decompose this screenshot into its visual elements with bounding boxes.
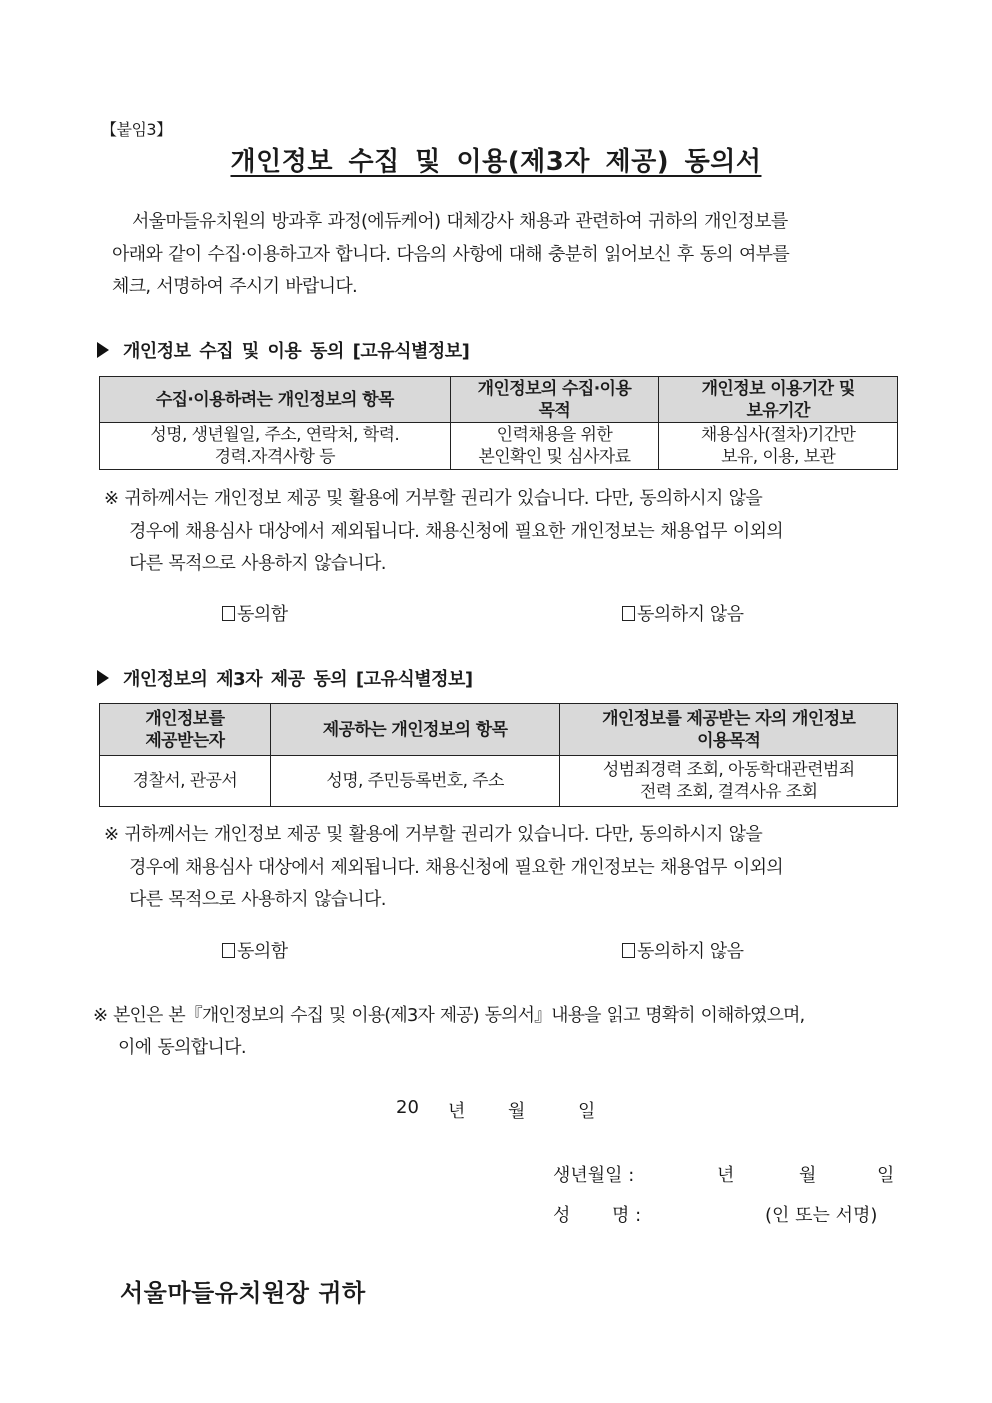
intro-line-1: 서울마들유치원의 방과후 과정(에듀케어) 대체강사 채용과 관련하여 귀하의 개인정보를: [132, 211, 788, 232]
checkbox-icon[interactable]: [622, 606, 635, 621]
cell-items: 성명, 생년월일, 주소, 연락처, 학력. 경력.자격사항 등: [100, 423, 451, 470]
date-year-prefix: 20: [396, 1097, 419, 1118]
section2-heading: [97, 665, 473, 691]
cell-purpose: 인력채용을 위한 본인확인 및 심사자료: [450, 423, 659, 470]
cell-recipient: 경찰서, 관공서: [100, 756, 271, 807]
section2-agree-label: 동의함: [237, 941, 288, 962]
section1-disagree-checkbox[interactable]: [622, 600, 744, 626]
attachment-label: 【붙임3】: [101, 120, 172, 139]
triangle-bullet-icon: [97, 670, 109, 686]
section2-disagree-checkbox[interactable]: [622, 937, 744, 963]
confirmation-line-2: 이에 동의합니다.: [118, 1037, 246, 1058]
section1-heading: [97, 337, 469, 363]
birthdate-label: 생년월일 :: [553, 1165, 635, 1186]
section2-notice-line-2: 경우에 채용심사 대상에서 제외됩니다. 채용신청에 필요한 개인정보는 채용업무 이외의: [129, 857, 783, 878]
section1-heading-text: 개인정보 수집 및 이용 동의 [고유식별정보]: [123, 341, 470, 362]
section2-heading-text: 개인정보의 제3자 제공 동의 [고유식별정보]: [123, 669, 473, 690]
table-row: [100, 423, 898, 470]
section1-agree-label: 동의함: [237, 604, 288, 625]
birthdate-year[interactable]: 년: [717, 1165, 735, 1186]
header-items: 수집·이용하려는 개인정보의 항목: [100, 377, 451, 423]
third-party-table: [99, 703, 898, 807]
date-year[interactable]: 년: [448, 1101, 466, 1122]
table-row: [100, 756, 898, 807]
section1-notice-line-3: 다른 목적으로 사용하지 않습니다.: [129, 553, 386, 574]
section1-disagree-label: 동의하지 않음: [637, 604, 744, 625]
section2-notice-line-3: 다른 목적으로 사용하지 않습니다.: [129, 889, 386, 910]
section1-agree-checkbox[interactable]: [222, 600, 288, 626]
table-header-row: [100, 377, 898, 423]
checkbox-icon[interactable]: [222, 943, 235, 958]
intro-line-2: 아래와 같이 수집·이용하고자 합니다. 다음의 사항에 대해 충분히 읽어보신 후 동의 여부를: [112, 244, 790, 265]
cell-retention: 채용심사(절차)기간만 보유, 이용, 보관: [659, 423, 898, 470]
birthdate-day[interactable]: 일: [877, 1165, 895, 1186]
section1-notice-line-1: ※ 귀하께서는 개인정보 제공 및 활용에 거부할 권리가 있습니다. 다만, 동의하시지 않을: [104, 488, 763, 509]
page-title: [0, 141, 992, 178]
cell-provided-items: 성명, 주민등록번호, 주소: [270, 756, 560, 807]
cell-recipient-purpose: 성범죄경력 조회, 아동학대관련범죄 전력 조회, 결격사유 조회: [560, 756, 898, 807]
page-title-text: 개인정보 수집 및 이용(제3자 제공) 동의서: [230, 147, 762, 177]
date-day[interactable]: 일: [578, 1101, 596, 1122]
section1-notice-line-2: 경우에 채용심사 대상에서 제외됩니다. 채용신청에 필요한 개인정보는 채용업무 이외의: [129, 521, 783, 542]
section2-disagree-label: 동의하지 않음: [637, 941, 744, 962]
checkbox-icon[interactable]: [622, 943, 635, 958]
header-recipient-purpose: 개인정보를 제공받는 자의 개인정보 이용목적: [560, 704, 898, 756]
header-provided-items: 제공하는 개인정보의 항목: [270, 704, 560, 756]
triangle-bullet-icon: [97, 342, 109, 358]
addressee: 서울마들유치원장 귀하: [120, 1279, 366, 1307]
header-retention: 개인정보 이용기간 및 보유기간: [659, 377, 898, 423]
confirmation-line-1: ※ 본인은 본『개인정보의 수집 및 이용(제3자 제공) 동의서』내용을 읽고 명확히 이해하였으며,: [93, 1005, 805, 1026]
header-purpose: 개인정보의 수집·이용 목적: [450, 377, 659, 423]
table-header-row: [100, 704, 898, 756]
signature-field[interactable]: (인 또는 서명): [765, 1205, 878, 1226]
section2-notice-line-1: ※ 귀하께서는 개인정보 제공 및 활용에 거부할 권리가 있습니다. 다만, 동의하시지 않을: [104, 824, 763, 845]
checkbox-icon[interactable]: [222, 606, 235, 621]
collection-use-table: [99, 376, 898, 470]
birthdate-month[interactable]: 월: [799, 1165, 817, 1186]
header-recipient: 개인정보를 제공받는자: [100, 704, 271, 756]
name-label-second: 명 :: [612, 1205, 642, 1226]
name-label-first: 성: [553, 1205, 571, 1226]
intro-line-3: 체크, 서명하여 주시기 바랍니다.: [112, 276, 358, 297]
date-month[interactable]: 월: [508, 1101, 526, 1122]
section2-agree-checkbox[interactable]: [222, 937, 288, 963]
